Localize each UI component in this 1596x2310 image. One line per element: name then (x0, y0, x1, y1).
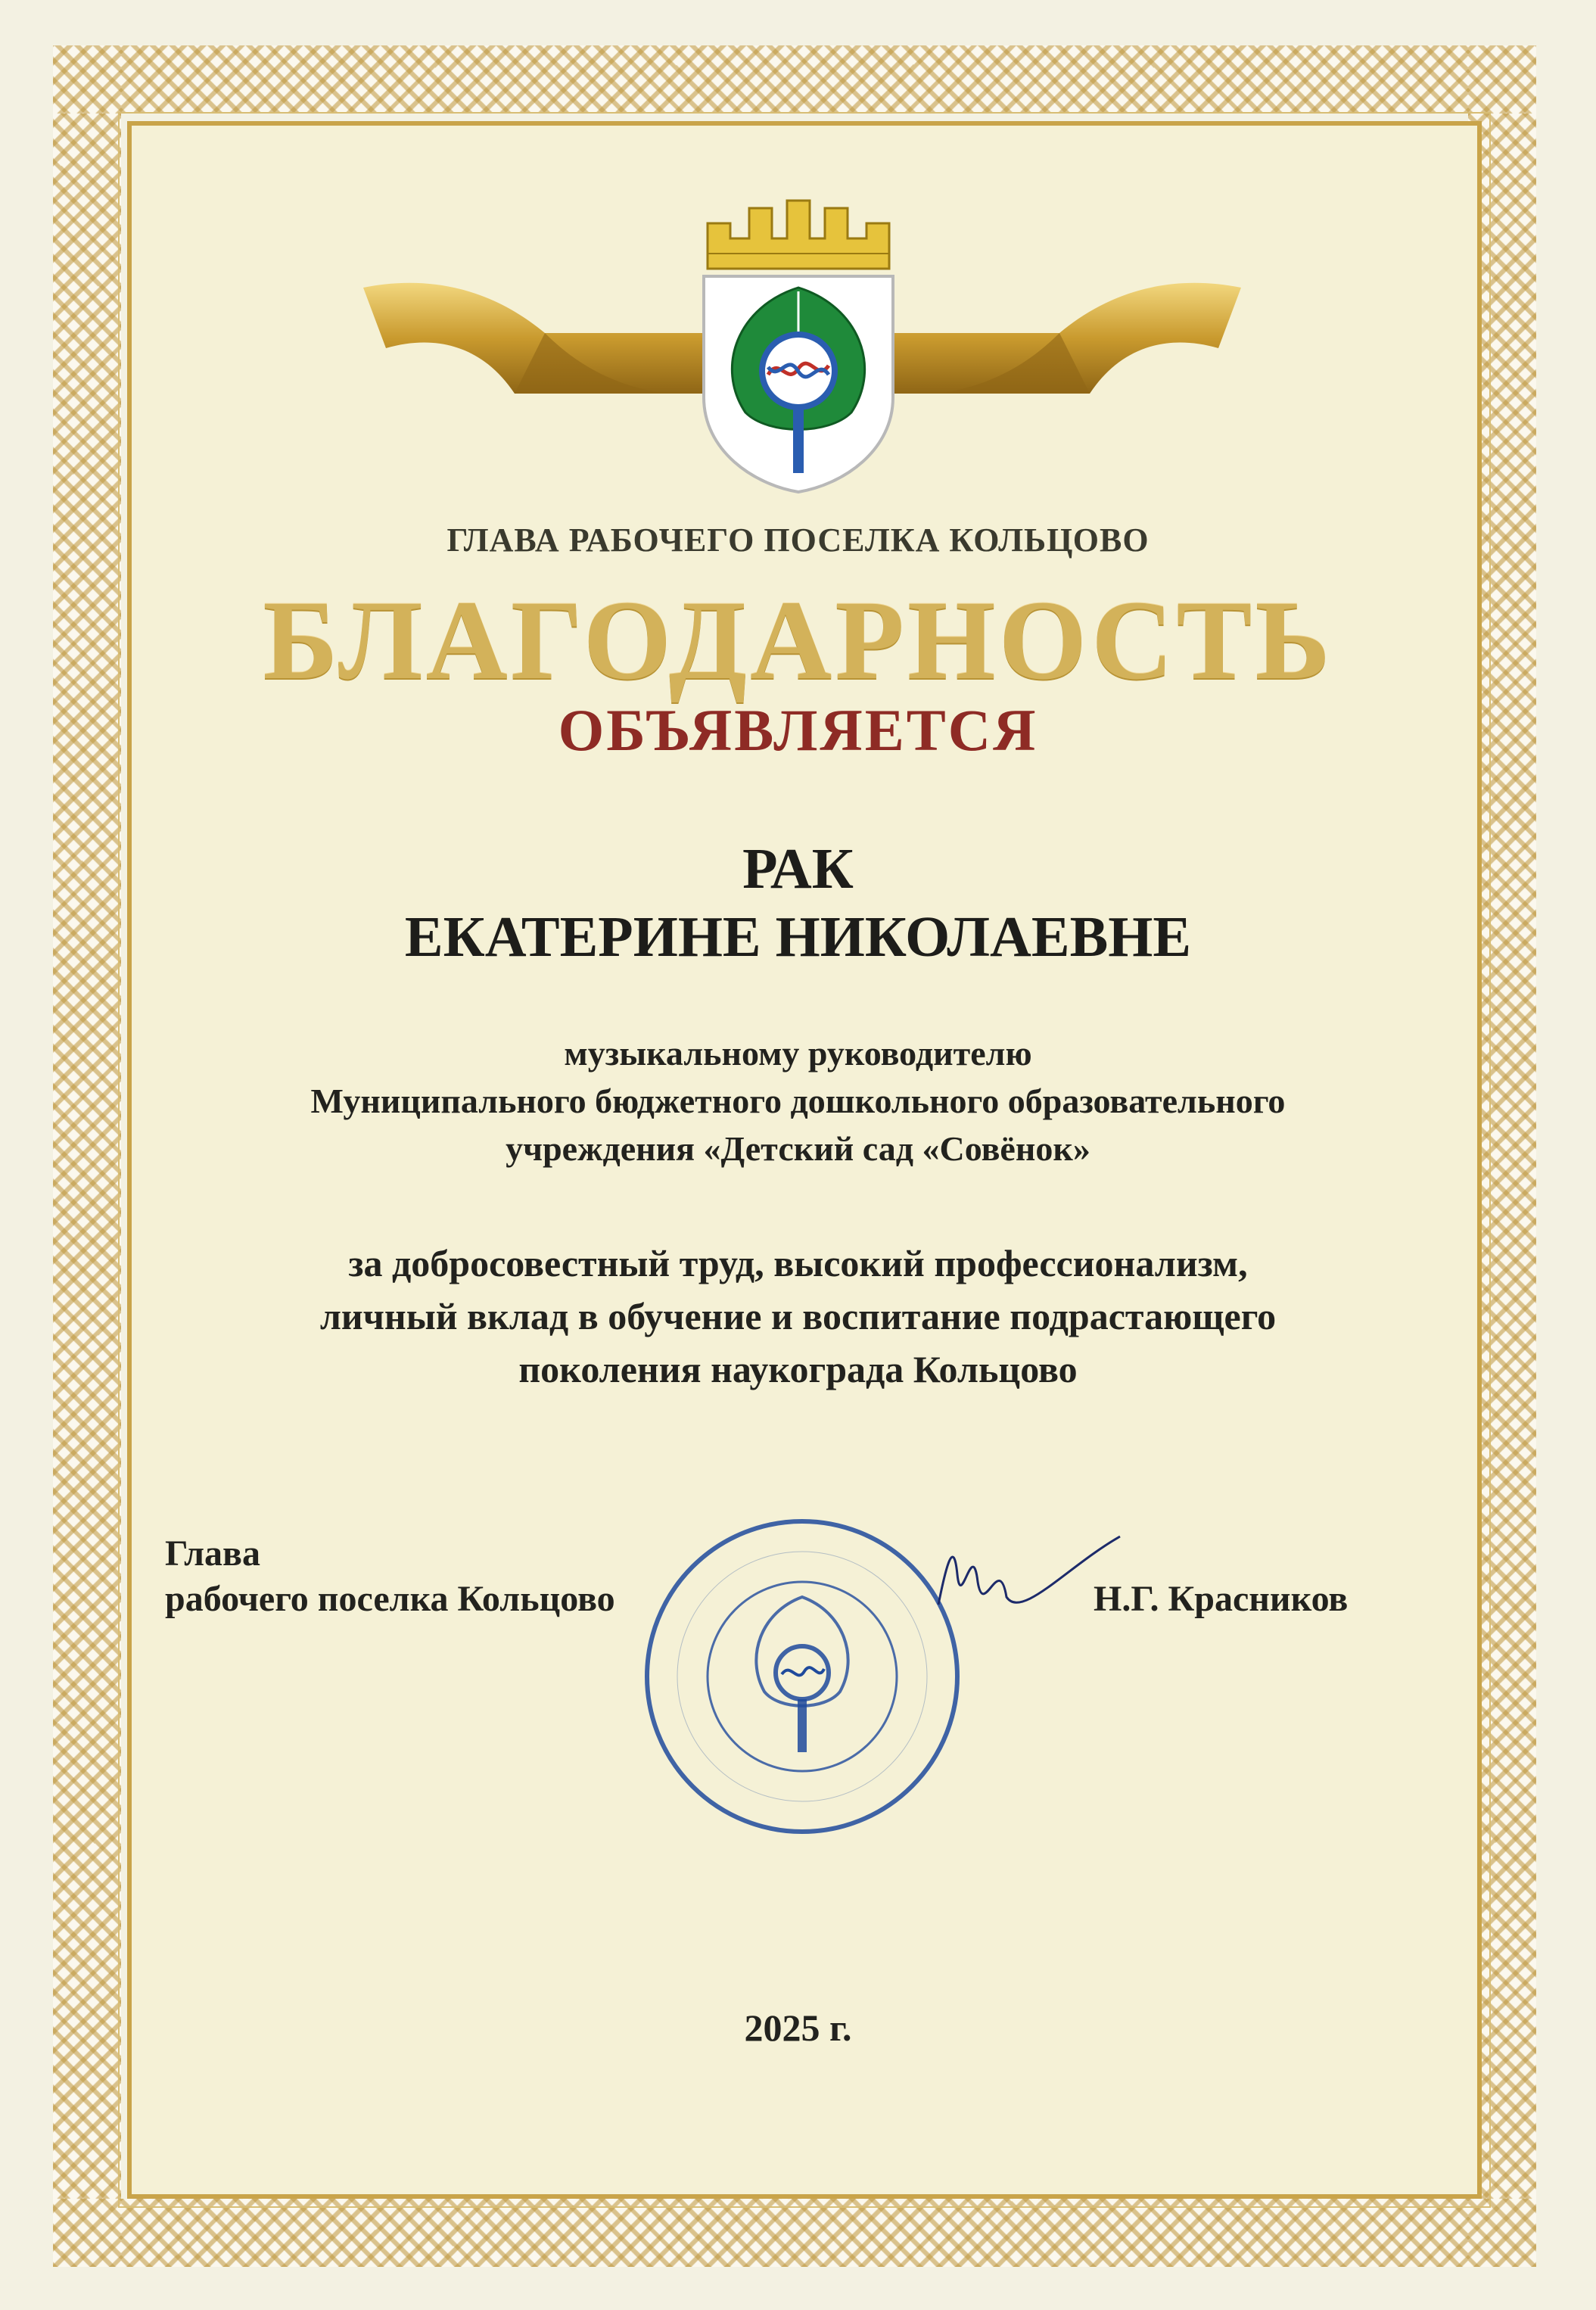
signatory-role: Глава (165, 1533, 260, 1574)
certificate-subtitle: ОБЪЯВЛЯЕТСЯ (558, 697, 1038, 763)
certificate-title: БЛАГОДАРНОСТЬ (263, 578, 1333, 703)
position-line: музыкальному руководителю (564, 1034, 1032, 1072)
issue-year: 2025 г. (744, 2006, 852, 2049)
merit-line: за добросовестный труд, высокий профессионализм, (348, 1242, 1248, 1284)
merit-line: поколения наукограда Кольцово (518, 1348, 1078, 1390)
koltsovo-coat-of-arms-icon (692, 193, 904, 496)
signatory-role: рабочего поселка Кольцово (165, 1579, 615, 1619)
signatory-name: Н.Г. Красников (1094, 1579, 1349, 1619)
issuer-heading: ГЛАВА РАБОЧЕГО ПОСЕЛКА КОЛЬЦОВО (446, 521, 1150, 559)
position-line: Муниципального бюджетного дошкольного образовательного (310, 1082, 1286, 1120)
merit-line: личный вклад в обучение и воспитание подрастающего (319, 1295, 1277, 1337)
recipient-given-names: ЕКАТЕРИНЕ НИКОЛАЕВНЕ (404, 905, 1192, 969)
position-line: учреждения «Детский сад «Совёнок» (506, 1129, 1090, 1168)
recipient-surname: РАК (742, 837, 854, 901)
official-seal-icon (639, 1514, 965, 1839)
